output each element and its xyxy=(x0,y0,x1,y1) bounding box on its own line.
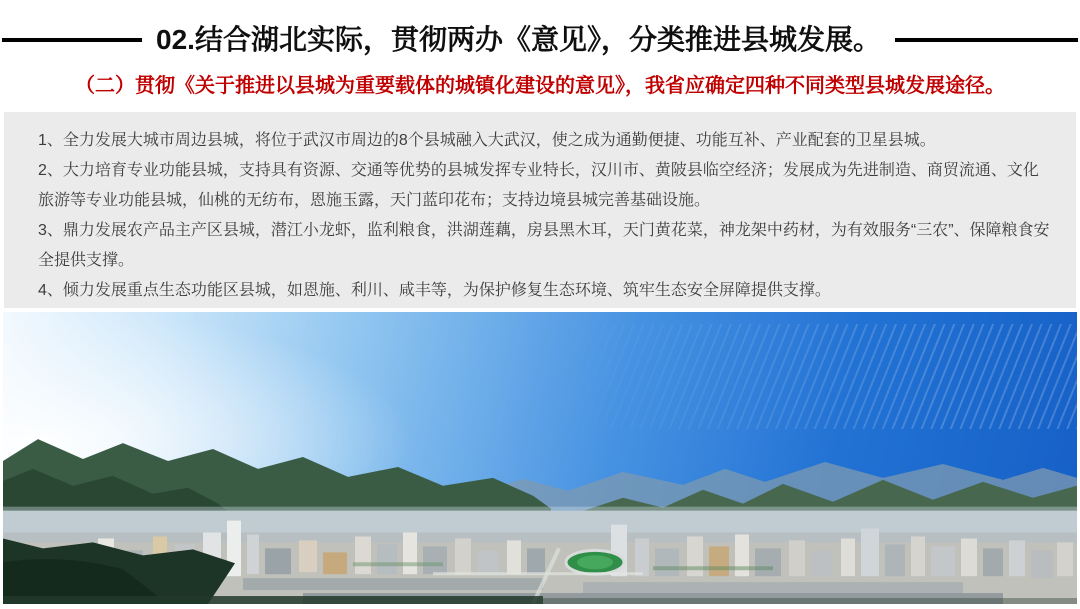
slide-subtitle: （二）贯彻《关于推进以县城为重要载体的城镇化建设的意见》，我省应确定四种不同类型县城发展途径。 xyxy=(75,75,1005,97)
stadium xyxy=(565,549,625,575)
content-box xyxy=(4,112,1076,308)
title-rule-right xyxy=(895,38,1078,42)
mountain-city-scenery xyxy=(3,312,1077,604)
content-item-3: 3、鼎力发展农产品主产区县城，潜江小龙虾，监利粮食，洪湖莲藕，房县黑木耳，天门黄花菜，神龙架中药材，为有效服务“三农”、保障粮食安全提供支撑。 xyxy=(38,222,1050,269)
page-title: 02.结合湖北实际，贯彻两办《意见》，分类推进县城发展。 xyxy=(156,24,881,55)
title-row xyxy=(0,22,1080,58)
content-item-2: 2、大力培育专业功能县城，支持具有资源、交通等优势的县城发挥专业特长，汉川市、黄陂县临空经济；发展成为先进制造、商贸流通、文化旅游等专业功能县城，仙桃的无纺布，恩施玉露，天门蓝印花布；支持边境县城完善基础设施。 xyxy=(38,162,1039,209)
title-rule-left xyxy=(2,38,142,42)
content-item-1: 1、全力发展大城市周边县城，将位于武汉市周边的8个县城融入大武汉，使之成为通勤便捷、功能互补、产业配套的卫星县城。 xyxy=(38,132,936,149)
city-panorama-photo xyxy=(3,312,1077,604)
content-item-4: 4、倾力发展重点生态功能区县城，如恩施、利川、咸丰等，为保护修复生态环境、筑牢生态安全屏障提供支撑。 xyxy=(38,282,831,299)
